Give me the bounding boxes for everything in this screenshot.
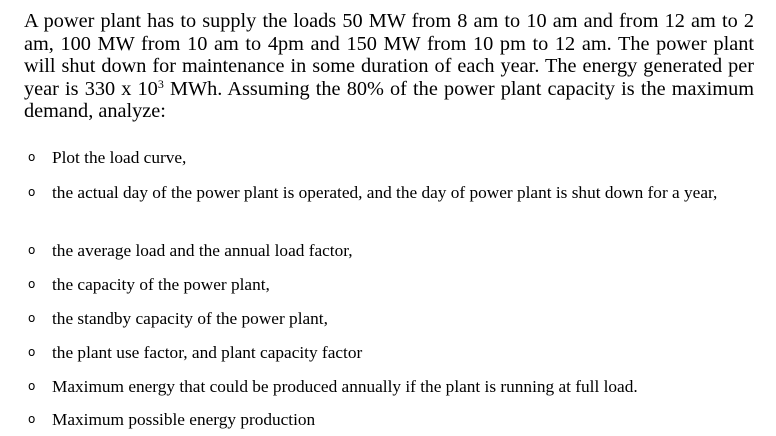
hollow-bullet-icon: o [28, 185, 36, 199]
hollow-bullet-icon: o [28, 379, 36, 393]
problem-statement [24, 10, 754, 123]
hollow-bullet-icon: o [28, 345, 36, 359]
exponent-superscript: 3 [157, 76, 164, 91]
task-text: the capacity of the power plant, [52, 275, 270, 294]
hollow-bullet-icon: o [28, 150, 36, 164]
task-text: Plot the load curve, [52, 148, 187, 167]
hollow-bullet-icon: o [28, 412, 36, 426]
hollow-bullet-icon: o [28, 277, 36, 291]
problem-text-part-2: MWh. Assuming the 80% of the power plant capacity is the maximum demand, analyze: [24, 77, 754, 122]
task-text: the plant use factor, and plant capacity factor [52, 343, 363, 362]
task-text: the standby capacity of the power plant, [52, 309, 328, 328]
task-text: Maximum energy that could be produced annually if the plant is running at full load. [52, 377, 638, 396]
task-text: the actual day of the power plant is operated, and the day of power plant is shut down for a year, [52, 183, 718, 202]
task-text: the average load and the annual load factor, [52, 241, 353, 260]
hollow-bullet-icon: o [28, 243, 36, 257]
hollow-bullet-icon: o [28, 311, 36, 325]
task-text: Maximum possible energy production [52, 410, 316, 429]
problem-text-part-1: A power plant has to supply the loads 50 MW from 8 am to 10 am and from 12 am to 2 am, 100 MW from 10 am to 4pm and 150 MW from 10 pm to 12 am. The power plant will shut down for maintenance in some duration of each year. The energy generated per year is 330 x 10 [24, 10, 754, 100]
